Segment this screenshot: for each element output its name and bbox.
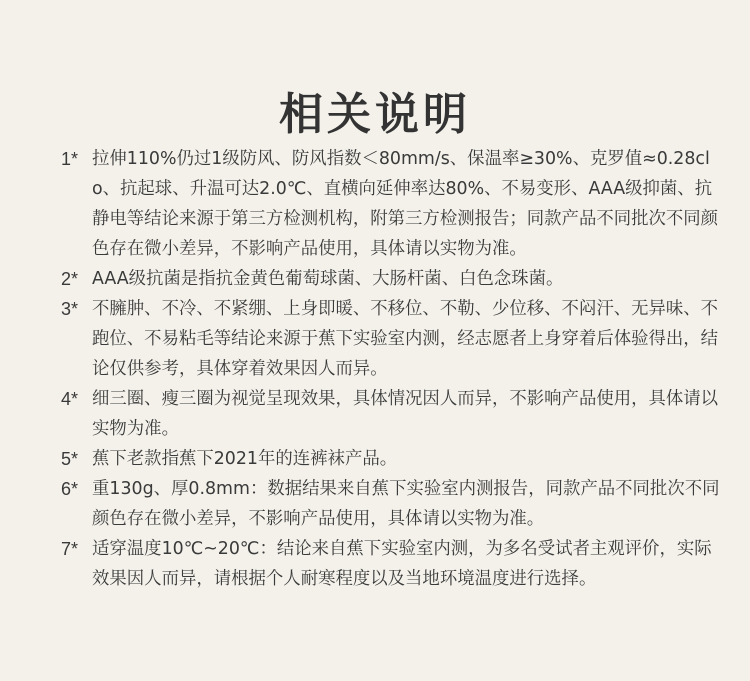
note-item [40, 264, 720, 294]
note-number: 3* [60, 299, 78, 319]
note-text: 细三圈、瘦三圈为视觉呈现效果，具体情况因人而异，不影响产品使用，具体请以实物为准。 [92, 389, 719, 439]
note-number: 1* [60, 149, 78, 169]
note-text: 不臃肿、不冷、不紧绷、上身即暖、不移位、不勒、少位移、不闷汗、无异味、不跑位、不易粘毛等结论来源于蕉下实验室内测，经志愿者上身穿着后体验得出，结论仅供参考，具体穿着效果因人而异。 [92, 299, 719, 379]
notes-list [40, 144, 720, 594]
note-text: 适穿温度10℃~20℃：结论来自蕉下实验室内测，为多名受试者主观评价，实际效果因人而异，请根据个人耐寒程度以及当地环境温度进行选择。 [92, 539, 712, 589]
note-text: AAA级抗菌是指抗金黄色葡萄球菌、大肠杆菌、白色念珠菌。 [92, 269, 564, 289]
note-item [40, 294, 720, 384]
note-item [40, 384, 720, 444]
note-number: 5* [60, 449, 78, 469]
note-number: 2* [60, 269, 78, 289]
page-title: 相关说明 [279, 89, 471, 141]
note-item [40, 474, 720, 534]
note-number: 4* [60, 389, 78, 409]
note-text: 蕉下老款指蕉下2021年的连裤袜产品。 [92, 449, 398, 469]
note-number: 6* [60, 479, 78, 499]
note-item [40, 534, 720, 594]
note-text: 重130g、厚0.8mm：数据结果来自蕉下实验室内测报告，同款产品不同批次不同颜色存在微小差异，不影响产品使用，具体请以实物为准。 [92, 479, 720, 529]
note-item [40, 144, 720, 264]
note-item [40, 444, 720, 474]
note-number: 7* [60, 539, 78, 559]
note-text: 拉伸110%仍过1级防风、防风指数＜80mm/s、保温率≥30%、克罗值≈0.28clo、抗起球、升温可达2.0℃、直横向延伸率达80%、不易变形、AAA级抑菌、抗静电等结论来源于第三方检测机构，附第三方检测报告；同款产品不同批次不同颜色存在微小差异，不影响产品使用，具体请以实物为准。 [92, 149, 719, 259]
